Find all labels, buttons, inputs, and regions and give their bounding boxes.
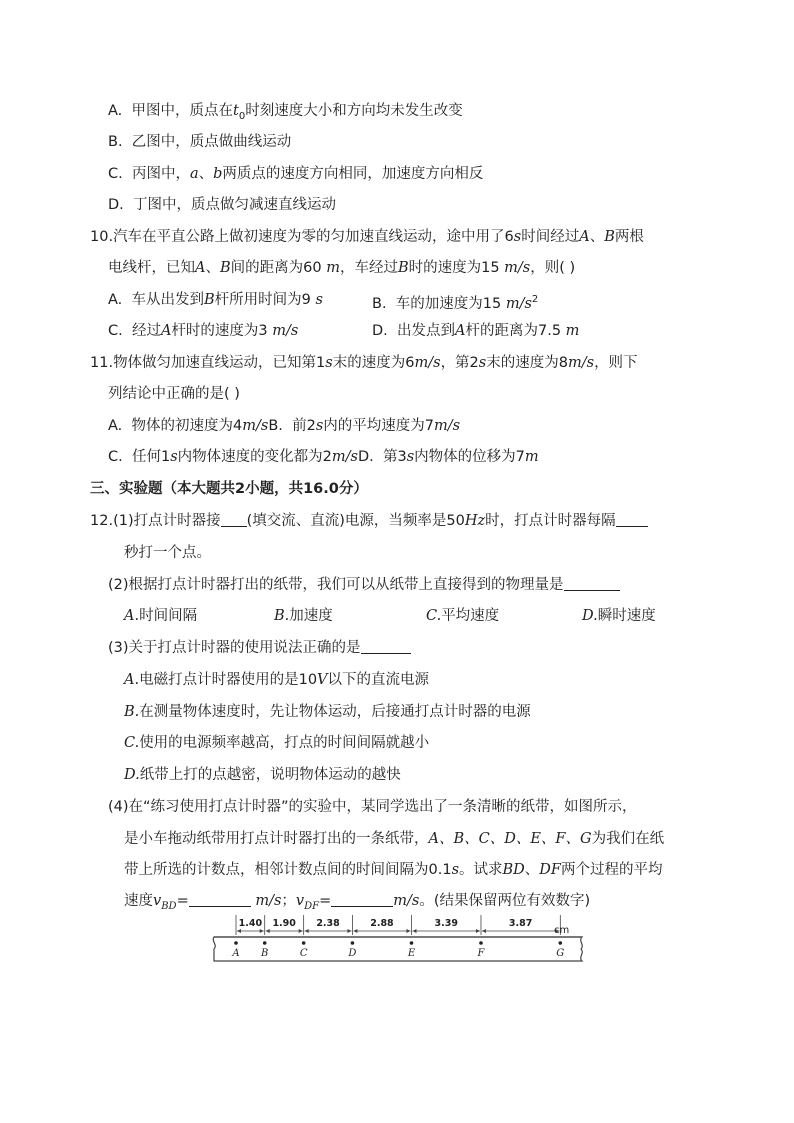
q11-stem-line1: 11.物体做匀加速直线运动，已知第1s末的速度为6m/s，第2s末的速度为8m/s，则下	[90, 355, 638, 371]
paper-tape-figure	[210, 913, 590, 965]
point-label: G	[556, 948, 565, 959]
answer-blank[interactable]	[221, 512, 247, 527]
q12-part3-option-b: B.在测量物体速度时，先让物体运动，后接通打点计时器的电源	[124, 704, 531, 720]
answer-blank[interactable]	[564, 576, 620, 591]
q10-option-b: B. 车的加速度为15 $m/s^2$	[372, 294, 539, 312]
q9-option-c: C. 丙图中，a、b两质点的速度方向相同，加速度方向相反	[108, 166, 484, 182]
q12-part4-line1: (4)在“练习使用打点计时器”的实验中，某同学选出了一条清晰的纸带，如图所示，	[108, 799, 637, 815]
q10-option-d: D. 出发点到A杆的距离为7.5 m	[372, 323, 580, 339]
q12-part1-line1: 12.(1)打点计时器接 (填交流、直流)电源，当频率是50Hz时，打点计时器每隔	[90, 511, 648, 531]
answer-blank[interactable]	[189, 892, 251, 907]
point-label: F	[477, 948, 485, 959]
point-label: A	[232, 948, 240, 959]
arrow-head	[406, 929, 410, 933]
tape-dot	[234, 941, 238, 945]
q9-option-b: B. 乙图中，质点做曲线运动	[108, 134, 292, 150]
distance-label: 1.40	[238, 918, 263, 929]
q11-stem-line2: 列结论中正确的是( )	[108, 386, 240, 402]
point-label: C	[299, 948, 308, 959]
distance-label: 3.39	[434, 918, 458, 929]
q12-part3-option-c: C.使用的电源频率越高，打点的时间间隔就越小	[124, 735, 430, 751]
point-label: E	[407, 948, 416, 959]
q12-part2-option-a: A.时间间隔	[124, 608, 198, 624]
arrow-head	[482, 929, 486, 933]
q10-stem-line2: 电线杆，已知A、B间的距离为60 m，车经过B时的速度为15 m/s，则( )	[108, 260, 576, 276]
q12-part2-option-d: D.瞬时速度	[582, 608, 656, 624]
q12-part4-line2: 是小车拖动纸带用打点计时器打出的一条纸带，A、B、C、D、E、F、G为我们在纸	[124, 831, 665, 847]
distance-label: 3.87	[508, 918, 533, 929]
q12-part4-line4: 速度$v_{BD}= m/s$；$v_{DF}= m/s$。(结果保留两位有效数字)	[124, 893, 591, 912]
arrow-head	[476, 929, 480, 933]
answer-blank[interactable]	[361, 639, 411, 654]
q12-part2-option-b: B.加速度	[274, 608, 333, 624]
q12-part2-option-c: C.平均速度	[426, 608, 500, 624]
answer-blank[interactable]	[616, 512, 648, 527]
point-label: D	[348, 948, 357, 959]
q10-stem-line1: 10.汽车在平直公路上做初速度为零的匀加速直线运动，途中用了6s时间经过A、B两根	[90, 229, 644, 245]
arrow-head	[299, 929, 303, 933]
distance-label: 2.88	[370, 918, 394, 929]
q12-part3-option-d: D.纸带上打的点越密，说明物体运动的越快	[124, 767, 401, 783]
q12-part2-stem: (2)根据打点计时器打出的纸带，我们可以从纸带上直接得到的物理量是	[108, 575, 620, 595]
q12-part3-stem: (3)关于打点计时器的使用说法正确的是	[108, 638, 411, 658]
arrow-head	[260, 929, 264, 933]
arrow-head	[237, 929, 241, 933]
arrow-head	[266, 929, 270, 933]
q9-option-a: A. 甲图中，质点在$t_0$时刻速度大小和方向均未发生改变	[108, 103, 463, 122]
tape-dot	[263, 941, 267, 945]
tape-dot	[559, 941, 563, 945]
tape-dot	[410, 941, 414, 945]
q12-part3-option-a: A.电磁打点计时器使用的是10V以下的直流电源	[124, 672, 430, 688]
arrow-head	[412, 929, 416, 933]
q12-part4-line3: 带上所选的计数点，相邻计数点间的时间间隔为0.1s。试求BD、DF两个过程的平均	[124, 862, 663, 878]
q9-option-d: D. 丁图中，质点做匀减速直线运动	[108, 197, 336, 213]
section-3-title: 三、实验题（本大题共2小题，共16.0分）	[90, 481, 368, 497]
q11-options-ab: A. 物体的初速度为4m/sB. 前2s内的平均速度为7m/s	[108, 418, 461, 434]
distance-label: 1.90	[272, 918, 296, 929]
q11-options-cd: C. 任何1s内物体速度的变化都为2m/sD. 第3s内物体的位移为7m	[108, 449, 539, 465]
q10-option-a: A. 车从出发到B杆所用时间为9 s	[108, 292, 323, 308]
point-label: B	[261, 948, 269, 959]
arrow-head	[353, 929, 357, 933]
answer-blank[interactable]	[331, 892, 393, 907]
distance-label: 2.38	[316, 918, 340, 929]
arrow-head	[347, 929, 351, 933]
tape-outline	[213, 937, 582, 961]
q12-part1-line2: 秒打一个点。	[124, 545, 211, 561]
q10-option-c: C. 经过A杆时的速度为3 m/s	[108, 323, 299, 339]
arrow-head	[305, 929, 309, 933]
tape-dot	[479, 941, 483, 945]
tape-unit-label: cm	[554, 925, 570, 936]
tape-dot	[351, 941, 355, 945]
tape-dot	[302, 941, 306, 945]
